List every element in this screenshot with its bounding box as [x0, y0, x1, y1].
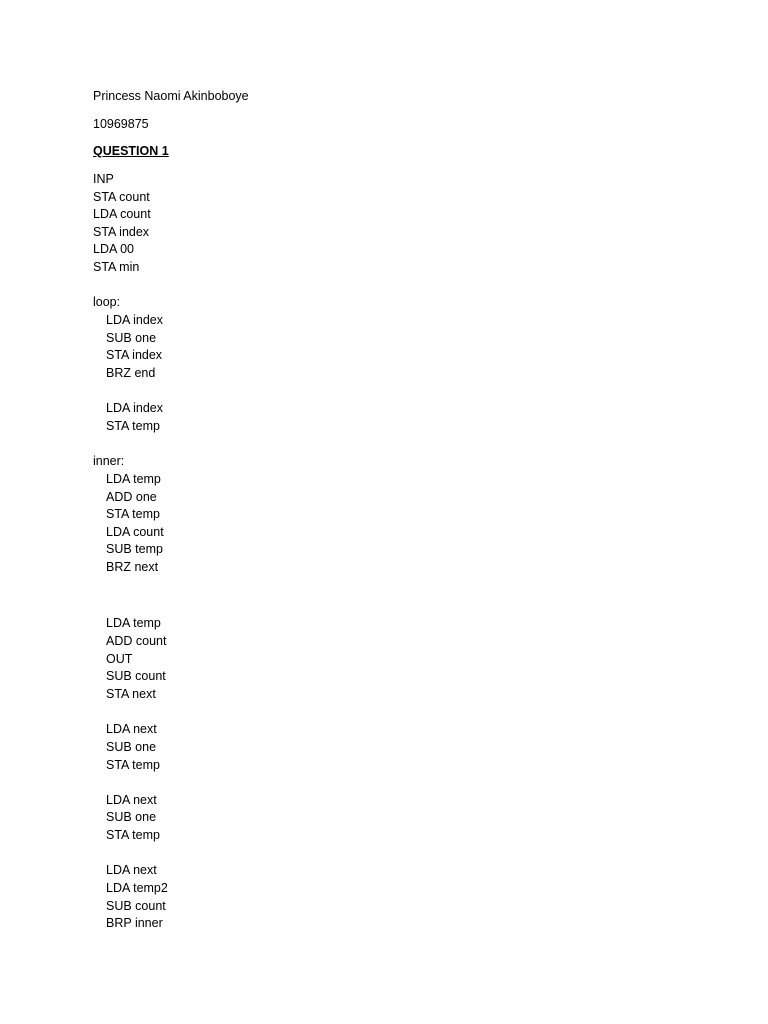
code-line: ADD one	[106, 490, 157, 504]
code-line: SUB one	[106, 331, 157, 345]
code-line: LDA count	[93, 207, 151, 221]
code-line: STA index	[93, 225, 150, 239]
code-line: LDA temp2	[106, 881, 168, 895]
code-line: STA index	[106, 348, 163, 362]
code-line: LDA temp	[106, 616, 161, 630]
loop-label: loop:	[93, 295, 121, 309]
code-line: LDA index	[106, 401, 163, 415]
code-line: LDA next	[106, 722, 157, 736]
code-line: STA next	[106, 687, 156, 701]
code-line: OUT	[106, 652, 133, 666]
code-line: SUB count	[106, 899, 166, 913]
code-line: INP	[93, 172, 114, 186]
code-line: BRZ next	[106, 560, 159, 574]
code-line: LDA next	[106, 863, 157, 877]
code-line: LDA next	[106, 793, 157, 807]
student-id: 10969875	[93, 117, 149, 131]
author-name: Princess Naomi Akinboboye	[93, 89, 249, 103]
inner-label: inner:	[93, 454, 125, 468]
code-line: STA temp	[106, 507, 160, 521]
code-line: LDA count	[106, 525, 164, 539]
code-line: LDA temp	[106, 472, 161, 486]
code-line: BRP inner	[106, 916, 163, 930]
code-line: SUB one	[106, 810, 157, 824]
code-line: SUB temp	[106, 542, 163, 556]
code-line: STA count	[93, 190, 150, 204]
code-line: STA temp	[106, 828, 160, 842]
code-line: BRZ end	[106, 366, 156, 380]
code-line: SUB one	[106, 740, 157, 754]
code-line: LDA index	[106, 313, 163, 327]
question-heading: QUESTION 1	[93, 144, 169, 158]
code-line: SUB count	[106, 669, 166, 683]
code-line: ADD count	[106, 634, 167, 648]
code-line: STA temp	[106, 419, 160, 433]
code-line: LDA 00	[93, 242, 135, 256]
code-line: STA min	[93, 260, 140, 274]
code-line: STA temp	[106, 758, 160, 772]
